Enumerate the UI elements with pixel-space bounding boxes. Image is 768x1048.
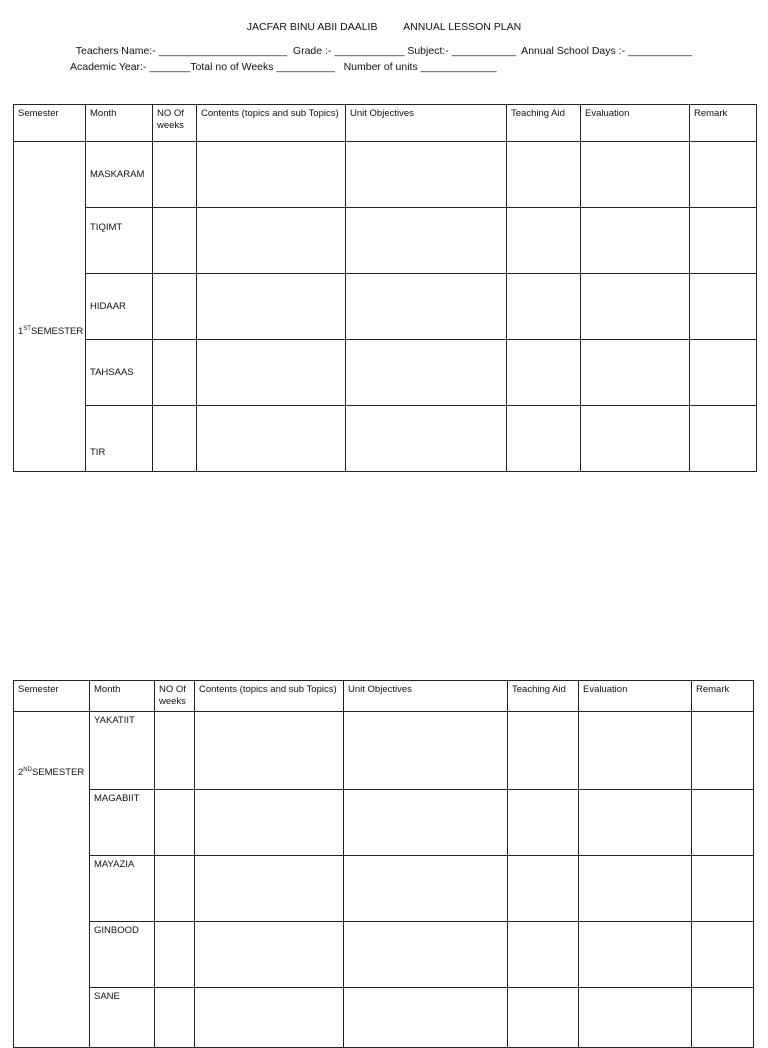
col-header-weeks: NO Of weeks [155, 681, 195, 712]
evaluation-cell[interactable] [581, 142, 690, 208]
contents-cell[interactable] [195, 856, 344, 922]
semester-1-table [13, 104, 757, 472]
remark-cell[interactable] [692, 712, 754, 790]
table-row [14, 790, 754, 856]
month-cell: MAYAZIA [90, 856, 155, 922]
remark-cell[interactable] [690, 142, 757, 208]
contents-cell[interactable] [195, 922, 344, 988]
teaching-aid-cell[interactable] [508, 790, 579, 856]
evaluation-cell[interactable] [581, 208, 690, 274]
table-row [14, 856, 754, 922]
weeks-cell[interactable] [155, 790, 195, 856]
objectives-cell[interactable] [344, 856, 508, 922]
remark-cell[interactable] [690, 406, 757, 472]
month-cell: TAHSAAS [86, 340, 153, 406]
remark-cell[interactable] [692, 856, 754, 922]
evaluation-cell[interactable] [579, 790, 692, 856]
remark-cell[interactable] [692, 790, 754, 856]
weeks-cell[interactable] [153, 340, 197, 406]
objectives-cell[interactable] [346, 340, 507, 406]
objectives-cell[interactable] [346, 208, 507, 274]
teaching-aid-cell[interactable] [508, 922, 579, 988]
month-cell: TIR [86, 406, 153, 472]
evaluation-cell[interactable] [581, 340, 690, 406]
evaluation-cell[interactable] [579, 988, 692, 1048]
academic-info-line: Academic Year:- _______Total no of Weeks __________ Number of units _____________ [70, 61, 497, 73]
month-cell: SANE [90, 988, 155, 1048]
col-header-teaching-aid: Teaching Aid [507, 105, 581, 142]
col-header-remark: Remark [690, 105, 757, 142]
col-header-evaluation: Evaluation [579, 681, 692, 712]
month-cell: YAKATIIT [90, 712, 155, 790]
evaluation-cell[interactable] [579, 922, 692, 988]
month-cell: MASKARAM [86, 142, 153, 208]
col-header-teaching-aid: Teaching Aid [508, 681, 579, 712]
objectives-cell[interactable] [344, 712, 508, 790]
evaluation-cell[interactable] [581, 274, 690, 340]
remark-cell[interactable] [690, 208, 757, 274]
col-header-month: Month [90, 681, 155, 712]
col-header-remark: Remark [692, 681, 754, 712]
remark-cell[interactable] [692, 988, 754, 1048]
weeks-cell[interactable] [153, 208, 197, 274]
col-header-contents: Contents (topics and sub Topics) [195, 681, 344, 712]
contents-cell[interactable] [197, 406, 346, 472]
table-row [14, 406, 757, 472]
month-cell: TIQIMT [86, 208, 153, 274]
teacher-info-line: Teachers Name:- ______________________ Grade :- ____________ Subject:- ___________ Annual School Days :- ___________ [75, 45, 693, 57]
objectives-cell[interactable] [346, 274, 507, 340]
table-row [14, 340, 757, 406]
objectives-cell[interactable] [344, 790, 508, 856]
teaching-aid-cell[interactable] [507, 208, 581, 274]
table-header-row [14, 105, 757, 142]
teaching-aid-cell[interactable] [507, 340, 581, 406]
plan-title: ANNUAL LESSON PLAN [403, 21, 522, 33]
weeks-cell[interactable] [155, 988, 195, 1048]
objectives-cell[interactable] [344, 988, 508, 1048]
month-cell: GINBOOD [90, 922, 155, 988]
col-header-objectives: Unit Objectives [344, 681, 508, 712]
contents-cell[interactable] [197, 142, 346, 208]
weeks-cell[interactable] [153, 406, 197, 472]
col-header-weeks: NO Of weeks [153, 105, 197, 142]
semester-2-label: 2NDSEMESTER [14, 712, 90, 1048]
table-row [14, 208, 757, 274]
col-header-month: Month [86, 105, 153, 142]
evaluation-cell[interactable] [579, 856, 692, 922]
weeks-cell[interactable] [153, 274, 197, 340]
remark-cell[interactable] [690, 274, 757, 340]
teaching-aid-cell[interactable] [507, 406, 581, 472]
remark-cell[interactable] [690, 340, 757, 406]
month-cell: MAGABIIT [90, 790, 155, 856]
month-cell: HIDAAR [86, 274, 153, 340]
objectives-cell[interactable] [346, 406, 507, 472]
col-header-objectives: Unit Objectives [346, 105, 507, 142]
table-row [14, 712, 754, 790]
table-row [14, 988, 754, 1048]
table-header-row [14, 681, 754, 712]
objectives-cell[interactable] [344, 922, 508, 988]
col-header-semester: Semester [14, 105, 86, 142]
contents-cell[interactable] [197, 208, 346, 274]
teaching-aid-cell[interactable] [508, 856, 579, 922]
teaching-aid-cell[interactable] [507, 274, 581, 340]
col-header-evaluation: Evaluation [581, 105, 690, 142]
table-row [14, 922, 754, 988]
school-name: JACFAR BINU ABII DAALIB [246, 21, 378, 33]
objectives-cell[interactable] [346, 142, 507, 208]
weeks-cell[interactable] [155, 712, 195, 790]
contents-cell[interactable] [195, 790, 344, 856]
table-row [14, 274, 757, 340]
teaching-aid-cell[interactable] [508, 712, 579, 790]
remark-cell[interactable] [692, 922, 754, 988]
semester-2-table [13, 680, 754, 1048]
evaluation-cell[interactable] [581, 406, 690, 472]
contents-cell[interactable] [195, 988, 344, 1048]
contents-cell[interactable] [197, 274, 346, 340]
document-title [0, 21, 768, 33]
teaching-aid-cell[interactable] [508, 988, 579, 1048]
contents-cell[interactable] [197, 340, 346, 406]
table-row [14, 142, 757, 208]
weeks-cell[interactable] [153, 142, 197, 208]
col-header-contents: Contents (topics and sub Topics) [197, 105, 346, 142]
weeks-cell[interactable] [155, 856, 195, 922]
evaluation-cell[interactable] [579, 712, 692, 790]
contents-cell[interactable] [195, 712, 344, 790]
col-header-semester: Semester [14, 681, 90, 712]
teaching-aid-cell[interactable] [507, 142, 581, 208]
weeks-cell[interactable] [155, 922, 195, 988]
semester-1-label: 1STSEMESTER [14, 142, 86, 472]
